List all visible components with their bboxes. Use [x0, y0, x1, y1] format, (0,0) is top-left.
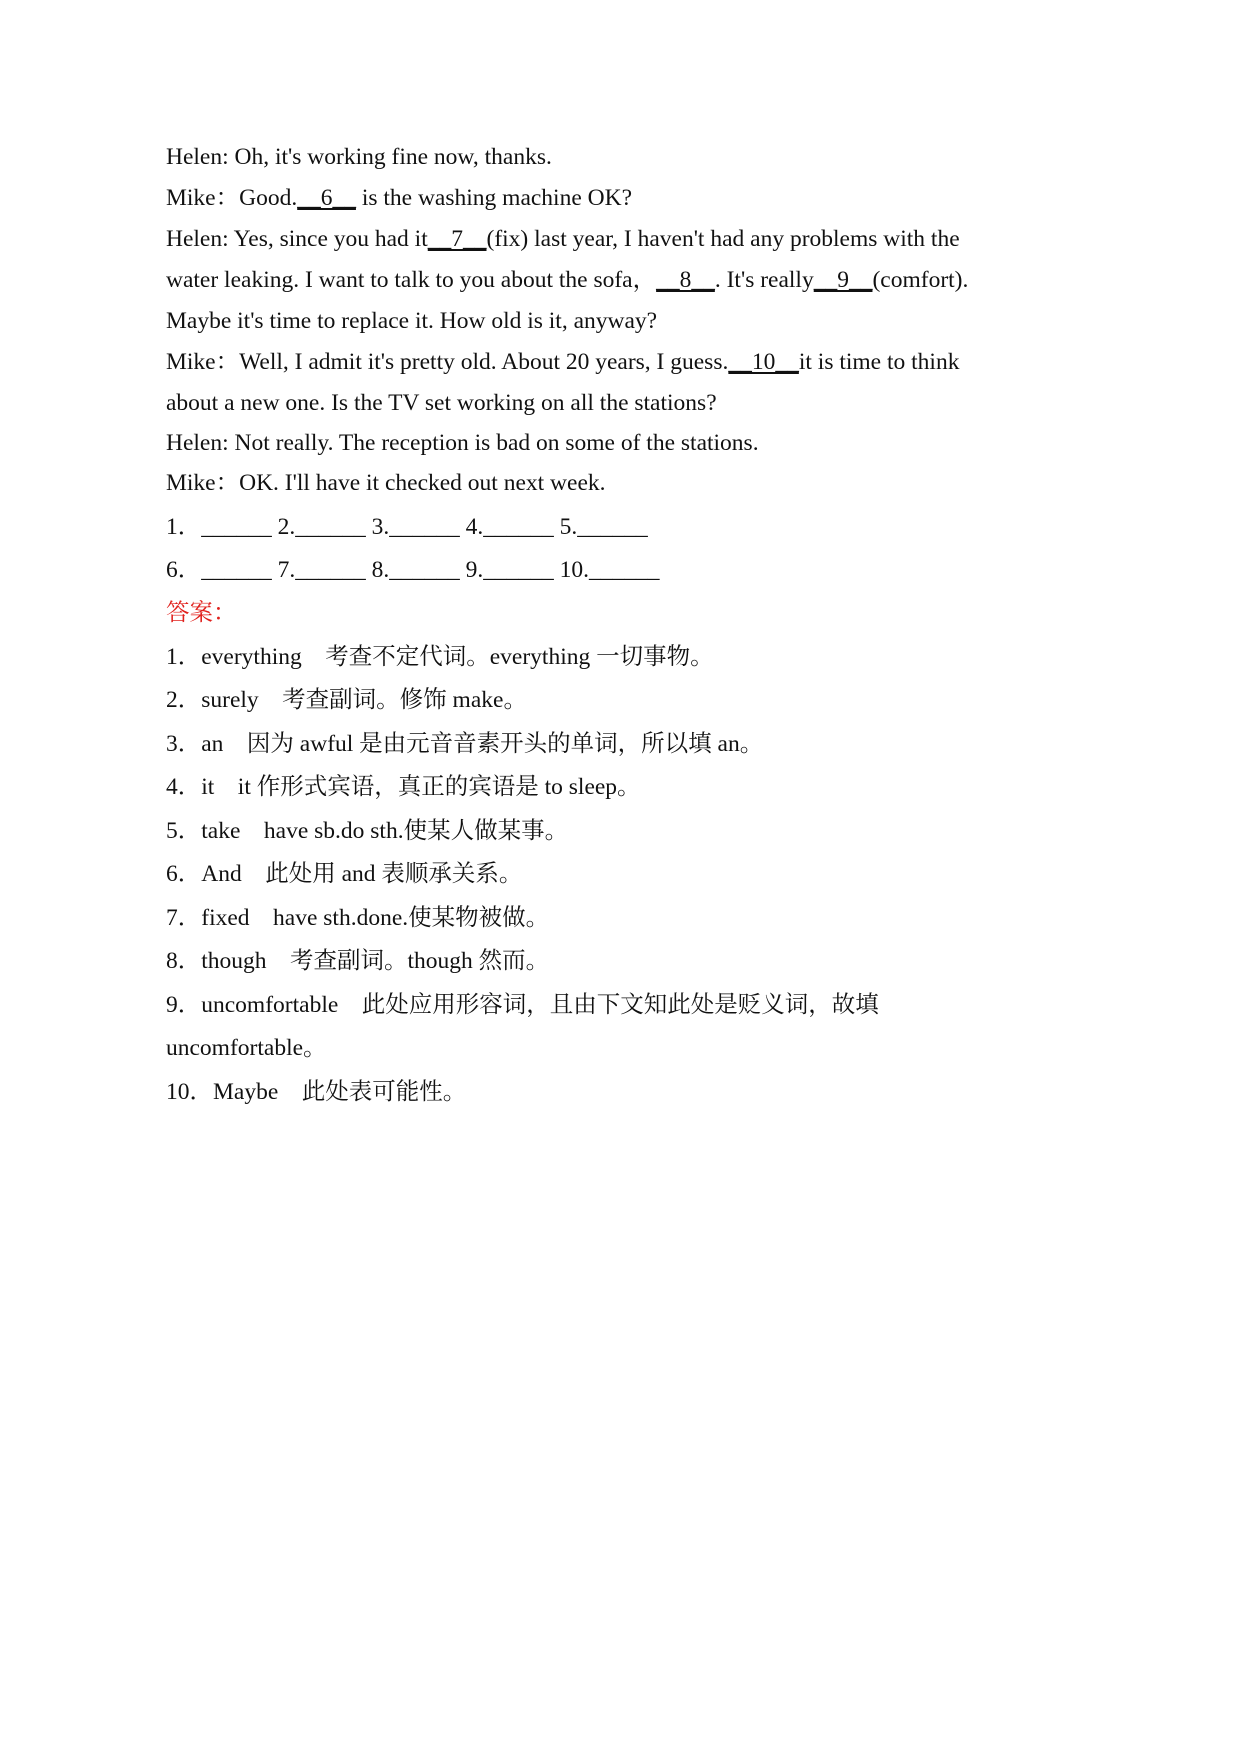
answer-item: 1．everything 考查不定代词。everything 一切事物。 — [166, 644, 714, 670]
blank-7: __7__ — [427, 226, 487, 252]
answer-item: 9．uncomfortable 此处应用形容词，且由下文知此处是贬义词，故填 — [166, 992, 879, 1018]
dialogue-text: Mike：Well, I admit it's pretty old. About 20 years, I guess. — [166, 349, 729, 375]
answers-heading: 答案： — [166, 600, 237, 626]
answer-item: 2．surely 考查副词。修饰 make。 — [166, 687, 527, 713]
dialogue-line: Helen: Not really. The reception is bad on some of the stations. — [166, 430, 759, 456]
dialogue-line: about a new one. Is the TV set working on all the stations? — [166, 390, 717, 416]
answer-item: 5．take have sb.do sth.使某人做某事。 — [166, 818, 569, 844]
answer-item: 7．fixed have sth.done.使某物被做。 — [166, 905, 550, 931]
answer-item: 4．it it 作形式宾语，真正的宾语是 to sleep。 — [166, 774, 641, 800]
blank-10: __10__ — [728, 349, 799, 375]
dialogue-line: Maybe it's time to replace it. How old is it, anyway? — [166, 308, 658, 334]
blank-6: __6__ — [297, 185, 356, 211]
dialogue-text: (comfort). — [872, 267, 969, 293]
answer-item: 10．Maybe 此处表可能性。 — [166, 1079, 467, 1105]
blank-9: __9__ — [813, 267, 873, 293]
dialogue-line — [166, 183, 632, 213]
dialogue-text: Helen: Yes, since you had it — [166, 226, 428, 252]
dialogue-line — [166, 224, 960, 254]
dialogue-text: water leaking. I want to talk to you about the sofa， — [166, 267, 657, 293]
dialogue-line — [166, 265, 968, 295]
answer-item: 3．an 因为 awful 是由元音音素开头的单词，所以填 an。 — [166, 731, 764, 757]
blank-8: __8__ — [656, 267, 715, 293]
answer-blanks-row-2: 6．______ 7.______ 8.______ 9.______ 10.______ — [166, 557, 660, 583]
answer-item-continuation: uncomfortable。 — [166, 1035, 327, 1061]
answer-item: 8．though 考查副词。though 然而。 — [166, 948, 550, 974]
dialogue-text: (fix) last year, I haven't had any problems with the — [486, 226, 960, 252]
dialogue-line — [166, 347, 959, 377]
dialogue-text: it is time to think — [798, 349, 960, 375]
dialogue-line: Mike：OK. I'll have it checked out next week. — [166, 470, 606, 496]
answer-item: 6．And 此处用 and 表顺承关系。 — [166, 861, 523, 887]
dialogue-line: Helen: Oh, it's working fine now, thanks. — [166, 144, 552, 170]
dialogue-text: . It's really — [714, 267, 814, 293]
answer-blanks-row-1: 1．______ 2.______ 3.______ 4.______ 5.______ — [166, 514, 648, 540]
dialogue-text: is the washing machine OK? — [355, 185, 633, 211]
dialogue-text: Mike：Good. — [166, 185, 298, 211]
